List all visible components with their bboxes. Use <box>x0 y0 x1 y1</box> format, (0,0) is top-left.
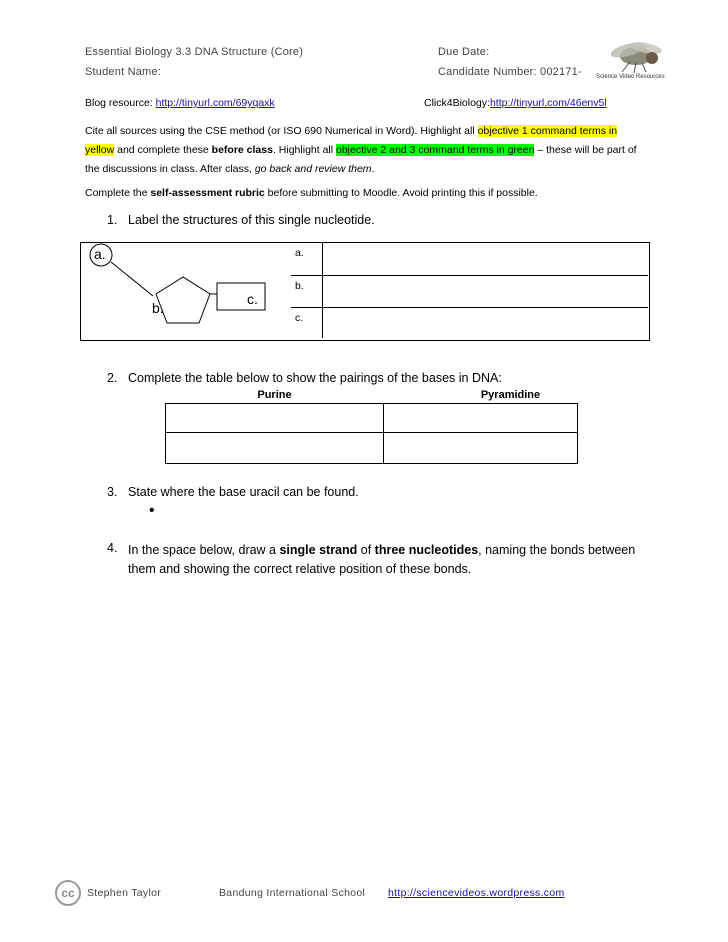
pyramidine-cell[interactable] <box>384 432 578 463</box>
instructions-text: . Highlight all <box>272 144 336 156</box>
answer-row-label: b. <box>291 275 323 307</box>
logo-caption: Science Video Resources <box>596 74 665 80</box>
bold-text: self-assessment rubric <box>150 187 265 199</box>
question-4-text-part: of <box>357 543 375 557</box>
bullet-point: • <box>149 502 155 519</box>
question-3-text: State where the base uracil can be found. <box>128 485 359 499</box>
italic-text: go back and review them <box>254 163 372 175</box>
pyramidine-cell[interactable] <box>384 403 578 432</box>
question-4-text <box>128 541 648 579</box>
answer-row-label: c. <box>291 307 323 338</box>
student-name-label: Student Name: <box>85 66 161 78</box>
diagram-label-a: a. <box>94 246 106 262</box>
purine-header: Purine <box>257 389 292 402</box>
blog-resource-line <box>85 94 275 113</box>
question-2-number: 2. <box>107 371 118 385</box>
worksheet-title: Essential Biology 3.3 DNA Structure (Core) <box>85 46 304 58</box>
click4biology-label: Click4Biology: <box>424 97 490 109</box>
answer-row-label: a. <box>291 243 323 275</box>
answer-input-c[interactable] <box>323 307 649 338</box>
instructions-text: – these will be part of the discussions in class. After class, <box>85 144 637 175</box>
blog-resource-link[interactable]: http://tinyurl.com/69yqaxk <box>155 97 275 109</box>
question-4-text-part: In the space below, draw a <box>128 543 280 557</box>
base-pairing-table <box>165 388 578 464</box>
highlight-green-text: objective 2 and 3 command terms in green <box>336 144 535 156</box>
footer-url-link[interactable]: http://sciencevideos.wordpress.com <box>388 887 565 899</box>
highlight-yellow-text: objective 1 command terms in yellow <box>85 125 618 156</box>
diagram-label-b: b. <box>152 300 164 316</box>
due-date-label: Due Date: <box>438 46 490 58</box>
instructions-text: and complete these <box>114 144 212 156</box>
question-3-number: 3. <box>107 485 118 499</box>
instructions-text: . <box>371 163 375 175</box>
diagram-label-c: c. <box>247 291 258 307</box>
bold-text: before class <box>211 144 273 156</box>
answer-input-b[interactable] <box>323 275 649 307</box>
rubric-instruction <box>85 184 645 203</box>
footer-school: Bandung International School <box>219 887 366 899</box>
purine-cell[interactable] <box>166 403 384 432</box>
purine-cell[interactable] <box>166 432 384 463</box>
click4biology-link[interactable]: http://tinyurl.com/46env5l <box>489 97 607 109</box>
blog-resource-label: Blog resource: <box>85 97 156 109</box>
question-1-number: 1. <box>107 213 118 227</box>
footer-author: Stephen Taylor <box>87 887 162 899</box>
nucleotide-diagram <box>81 243 291 338</box>
instructions-text: Complete the <box>85 187 151 199</box>
question-4-number: 4. <box>107 541 118 555</box>
bold-text: single strand <box>279 543 358 557</box>
instructions-paragraph <box>85 122 645 179</box>
label-answer-table <box>291 243 648 338</box>
question-1-text: Label the structures of this single nucleotide. <box>128 213 375 227</box>
bold-text: three nucleotides <box>374 543 479 557</box>
answer-input-a[interactable] <box>323 243 649 275</box>
instructions-text: before submitting to Moodle. Avoid printing this if possible. <box>264 187 538 199</box>
click4biology-line <box>424 94 607 113</box>
candidate-number-label: Candidate Number: 002171- <box>438 66 582 78</box>
creative-commons-icon <box>55 880 81 906</box>
pyramidine-header: Pyramidine <box>480 389 541 402</box>
creative-commons-icon-text: cc <box>61 886 75 900</box>
instructions-text: Cite all sources using the CSE method (or ISO 690 Numerical in Word). Highlight all <box>85 125 478 137</box>
question-2-text: Complete the table below to show the pairings of the bases in DNA: <box>128 371 502 385</box>
question-4-text-part: , naming the bonds between them and showing the correct relative position of these bonds. <box>128 543 636 576</box>
